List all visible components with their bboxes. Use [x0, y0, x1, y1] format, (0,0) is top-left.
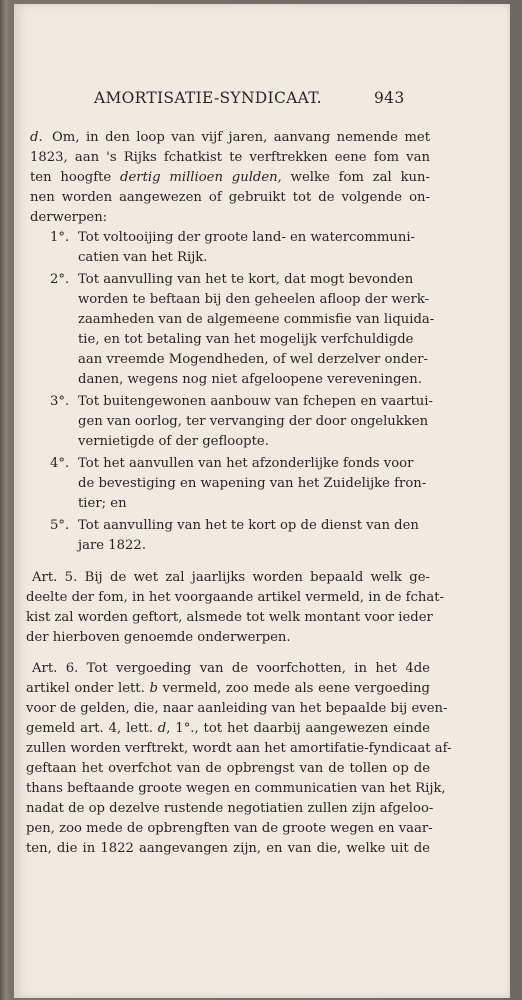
paragraph-line: [30, 188, 430, 208]
book-page: [14, 4, 510, 998]
text-run: thans beftaande groote wegen en communicatien van het Rijk,: [26, 781, 446, 796]
text-run: 1823, aan 's Rijks fchatkist te verftrekken eene fom van: [30, 150, 430, 165]
text-run: Tot aanvulling van het te kort op de dienst van den: [78, 518, 419, 533]
text-run: Art. 5. Bij de wet zal jaarlijks worden bepaald welk ge-: [32, 570, 430, 585]
text-run: pen, zoo mede de opbrengften van de groote wegen en vaar-: [26, 821, 433, 836]
list-item-line: [78, 454, 414, 474]
text-run: deelte der fom, in het voorgaande artikel vermeld, in de fchat-: [26, 590, 444, 605]
list-item-line: [78, 330, 414, 350]
text-run: gemeld art. 4, lett.: [26, 721, 158, 736]
paragraph-line: [52, 128, 430, 148]
article-6-line: [26, 799, 434, 819]
list-item-line: [78, 270, 414, 290]
text-run: nen worden aangewezen of gebruikt tot de volgende on-: [30, 190, 430, 205]
article-6-line: [26, 779, 446, 799]
article-6-line: [32, 659, 430, 679]
list-item-line: [78, 350, 428, 370]
list-marker: d.: [30, 130, 43, 145]
article-6-line: [26, 759, 430, 779]
list-item-line: [78, 516, 419, 536]
list-item-line: [78, 432, 269, 452]
text-run: , 1°., tot het daarbij aangewezen einde: [166, 721, 430, 736]
text-run: , welke fom zal kun-: [277, 170, 431, 185]
list-item-line: [78, 290, 430, 310]
list-item-line: [78, 412, 429, 432]
article-5-line: [32, 568, 430, 588]
text-run: vermeld, zoo mede als eene vergoeding: [157, 681, 430, 696]
article-6-line: [26, 719, 430, 739]
text-run: Art. 6. Tot vergoeding van de voorfchotten, in het 4de: [32, 661, 430, 676]
text-run: Tot buitengewonen aanbouw van fchepen en vaartui-: [78, 394, 433, 409]
text-run: Tot voltooijing der groote land- en watercommuni-: [78, 230, 416, 245]
text-run: artikel onder lett.: [26, 681, 150, 696]
text-run: Om, in den loop van vijf jaren, aanvang nemende met: [52, 130, 430, 145]
article-6-line: [26, 739, 452, 759]
page-number: 943: [374, 89, 405, 107]
list-marker: 3°.: [50, 394, 70, 409]
text-run: jare 1822.: [78, 538, 147, 553]
text-run: worden te beftaan bij den geheelen afloop der werk-: [78, 292, 430, 307]
article-6-line: [26, 679, 430, 699]
page-header: [14, 89, 510, 113]
running-title: AMORTISATIE-SYNDICAAT.: [94, 89, 322, 107]
list-item-line: [78, 494, 127, 514]
paragraph-line: [30, 148, 430, 168]
text-run: ten hoogfte: [30, 170, 121, 185]
list-marker: 2°.: [50, 272, 70, 287]
italic-run: b: [149, 681, 158, 696]
paragraph-line: [30, 208, 107, 228]
text-run: de bevestiging en wapening van het Zuidelijke fron-: [78, 476, 427, 491]
text-run: catien van het Rijk.: [78, 250, 208, 265]
list-item-line: [78, 228, 416, 248]
text-run: zullen worden verftrekt, wordt aan het amortifatie-fyndicaat af-: [26, 741, 452, 756]
text-run: nadat de op dezelve rustende negotiatien zullen zijn afgeloo-: [26, 801, 434, 816]
list-item-line: [78, 392, 433, 412]
text-run: derwerpen:: [30, 210, 108, 225]
list-marker: 4°.: [50, 456, 70, 471]
list-item-line: [78, 536, 146, 556]
list-item-line: [78, 370, 422, 390]
list-item-line: [78, 248, 207, 268]
text-run: tie, en tot betaling van het mogelijk verfchuldigde: [78, 332, 414, 347]
paragraph-line: [30, 168, 430, 188]
italic-run: dertig millioen gulden: [120, 170, 278, 185]
text-run: aan vreemde Mogendheden, of wel derzelver onder-: [78, 352, 428, 367]
text-run: ten, die in 1822 aangevangen zijn, en van die, welke uit de: [26, 841, 430, 856]
list-marker: 1°.: [50, 230, 70, 245]
article-6-line: [26, 699, 448, 719]
text-run: danen, wegens nog niet afgeloopene vereveningen.: [78, 372, 422, 387]
article-5-line: [26, 628, 291, 648]
italic-run: d: [157, 721, 167, 736]
article-5-line: [26, 608, 433, 628]
text-run: gen van oorlog, ter vervanging der door ongelukken: [78, 414, 429, 429]
text-run: tier; en: [78, 496, 127, 511]
text-run: kist zal worden geftort, alsmede tot welk montant voor ieder: [26, 610, 433, 625]
text-run: Tot aanvulling van het te kort, dat mogt bevonden: [78, 272, 414, 287]
text-run: voor de gelden, die, naar aanleiding van het bepaalde bij even-: [26, 701, 448, 716]
article-5-line: [26, 588, 444, 608]
list-marker: 5°.: [50, 518, 70, 533]
text-run: Tot het aanvullen van het afzonderlijke fonds voor: [78, 456, 414, 471]
text-run: geftaan het overfchot van de opbrengst van de tollen op de: [26, 761, 430, 776]
article-6-line: [26, 819, 433, 839]
text-run: zaamheden van de algemeene commisfie van liquida-: [78, 312, 435, 327]
text-run: vernietigde of der gefloopte.: [78, 434, 269, 449]
text-run: der hierboven genoemde onderwerpen.: [26, 630, 291, 645]
article-6-line: [26, 839, 430, 859]
list-item-line: [78, 310, 435, 330]
list-item-line: [78, 474, 427, 494]
